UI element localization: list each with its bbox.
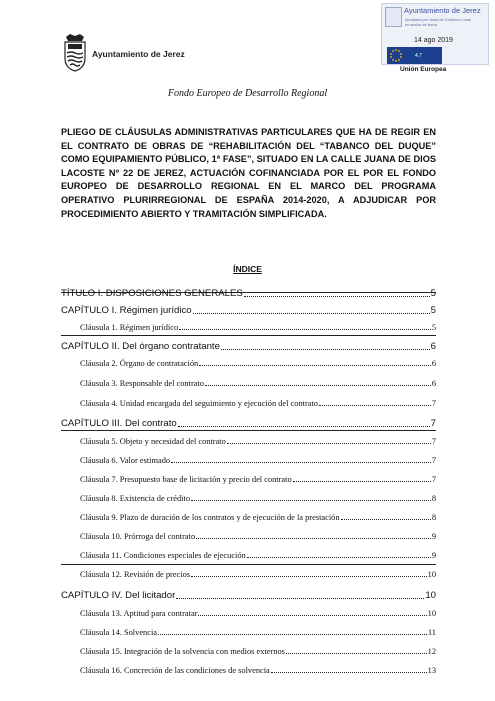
toc-entry-clause-5[interactable]: [80, 437, 436, 446]
toc-entry-page: 6: [430, 341, 436, 352]
stamp-title: Ayuntamiento de Jerez: [404, 6, 481, 15]
toc-entry-label: TÍTULO I. DISPOSICIONES GENERALES: [61, 288, 243, 299]
toc-entry-page: 7: [431, 456, 436, 465]
toc-entry-page: 7: [431, 475, 436, 484]
toc-entry-page: 7: [431, 399, 436, 408]
toc-entry-clause-8[interactable]: [80, 494, 436, 503]
toc-entry-page: 9: [431, 532, 436, 541]
eu-caption: Unión Europea: [400, 66, 447, 73]
toc-separator: [61, 430, 436, 431]
toc-entry-label: Cláusula 12. Revisión de precios: [80, 570, 191, 579]
toc-entry-clause-9[interactable]: [80, 513, 436, 522]
stamp-date: 14 ago 2019: [414, 37, 453, 44]
toc-entry-chapter-4[interactable]: [61, 590, 436, 601]
toc-entry-page: 7: [431, 437, 436, 446]
toc-entry-clause-2[interactable]: [80, 359, 436, 368]
toc-entry-page: 10: [427, 609, 436, 618]
toc-entry-label: Cláusula 13. Aptitud para contratar: [80, 609, 198, 618]
toc-entry-page: 5: [430, 305, 436, 316]
toc-entry-clause-1[interactable]: [80, 323, 436, 332]
toc-entry-label: CAPÍTULO III. Del contrato: [61, 418, 177, 429]
toc-entry-label: Cláusula 16. Concreción de las condiciones de solvencia: [80, 666, 270, 675]
toc-entry-clause-7[interactable]: [80, 475, 436, 484]
toc-entry-label: Cláusula 11. Condiciones especiales de ejecución: [80, 551, 246, 560]
fund-title: Fondo Europeo de Desarrollo Regional: [167, 88, 328, 99]
stamp-line1: Aprobado por Junta de Gobierno Local: [405, 18, 471, 22]
toc-entry-chapter-1[interactable]: [61, 305, 436, 316]
toc-entry-title-1[interactable]: [61, 288, 436, 299]
toc-entry-label: Cláusula 2. Órgano de contratación: [80, 359, 199, 368]
toc-entry-page: 5: [430, 288, 436, 299]
toc-entry-page: 8: [431, 513, 436, 522]
toc-entry-page: 10: [425, 590, 436, 601]
toc-entry-page: 5: [431, 323, 436, 332]
toc-entry-clause-12[interactable]: [80, 570, 436, 579]
toc-entry-clause-6[interactable]: [80, 456, 436, 465]
toc-entry-page: 9: [431, 551, 436, 560]
toc-entry-page: 6: [431, 379, 436, 388]
org-name: Ayuntamiento de Jerez: [92, 49, 185, 59]
shield-icon: [62, 34, 88, 72]
toc-entry-clause-14[interactable]: [80, 628, 436, 637]
toc-entry-label: Cláusula 6. Valor estimado: [80, 456, 171, 465]
toc-entry-chapter-3[interactable]: [61, 418, 436, 429]
toc-entry-page: 8: [431, 494, 436, 503]
toc-entry-label: Cláusula 14. Solvencia: [80, 628, 157, 637]
toc-entry-clause-10[interactable]: [80, 532, 436, 541]
toc-entry-label: Cláusula 5. Objeto y necesidad del contrato: [80, 437, 226, 446]
toc-entry-label: CAPÍTULO II. Del órgano contratante: [61, 341, 220, 352]
toc-entry-page: 13: [427, 666, 436, 675]
toc-entry-page: 10: [427, 570, 436, 579]
toc-entry-label: Cláusula 7. Presupuesto base de licitación y precio del contrato: [80, 475, 292, 484]
toc-entry-chapter-2[interactable]: [61, 341, 436, 352]
ayuntamiento-logo: [62, 34, 262, 74]
toc-entry-label: Cláusula 1. Régimen jurídico: [80, 323, 179, 332]
toc-entry-page: 11: [427, 628, 436, 637]
toc-entry-label: Cláusula 3. Responsable del contrato: [80, 379, 204, 388]
toc-entry-clause-4[interactable]: [80, 399, 436, 408]
toc-entry-label: Cláusula 8. Existencia de crédito: [80, 494, 191, 503]
seal-icon: [385, 7, 402, 27]
stamp-code: 4.7: [415, 53, 422, 59]
toc-entry-page: 6: [431, 359, 436, 368]
toc-entry-label: Cláusula 15. Integración de la solvencia con medios externos: [80, 647, 285, 656]
toc-entry-page: 7: [430, 418, 436, 429]
approval-stamp: [381, 3, 489, 65]
toc-entry-clause-16[interactable]: [80, 666, 436, 675]
toc-entry-page: 12: [427, 647, 436, 656]
stamp-line2: en sesión de fecha: [405, 23, 437, 27]
toc-entry-label: Cláusula 10. Prórroga del contrato: [80, 532, 196, 541]
toc-entry-clause-11[interactable]: [80, 551, 436, 560]
toc-separator: [61, 335, 436, 336]
toc-separator: [61, 564, 436, 565]
toc-entry-label: CAPÍTULO I. Régimen jurídico: [61, 305, 192, 316]
document-title: PLIEGO DE CLÁUSULAS ADMINISTRATIVAS PARTICULARES QUE HA DE REGIR EN EL CONTRATO DE OBRAS DE “REHABILITACIÓN DEL “TABANCO DEL DUQUE” COMO EQUIPAMIENTO PÚBLICO, 1ª FASE”, SITUADO EN LA CALLE JUANA DE DIOS LACOSTE Nº 22 DE JEREZ, ACTUACIÓN COFINANCIADA POR EL POR EL FONDO EUROPEO DE DESARROLLO REGIONAL EN EL MARCO DEL PROGRAMA OPERATIVO PLURIRREGIONAL DE ESPAÑA 2014-2020, A ADJUDICAR POR PROCEDIMIENTO ABIERTO Y TRAMITACIÓN SIMPLIFICADA.: [61, 127, 436, 219]
toc-entry-label: Cláusula 9. Plazo de duración de los contratos y de ejecución de la prestación: [80, 513, 340, 522]
toc-entry-clause-13[interactable]: [80, 609, 436, 618]
toc-entry-clause-15[interactable]: [80, 647, 436, 656]
index-heading: ÍNDICE: [233, 264, 262, 274]
toc-entry-label: Cláusula 4. Unidad encargada del seguimiento y ejecución del contrato: [80, 399, 318, 408]
toc-entry-clause-3[interactable]: [80, 379, 436, 388]
toc-entry-label: CAPÍTULO IV. Del licitador: [61, 590, 176, 601]
